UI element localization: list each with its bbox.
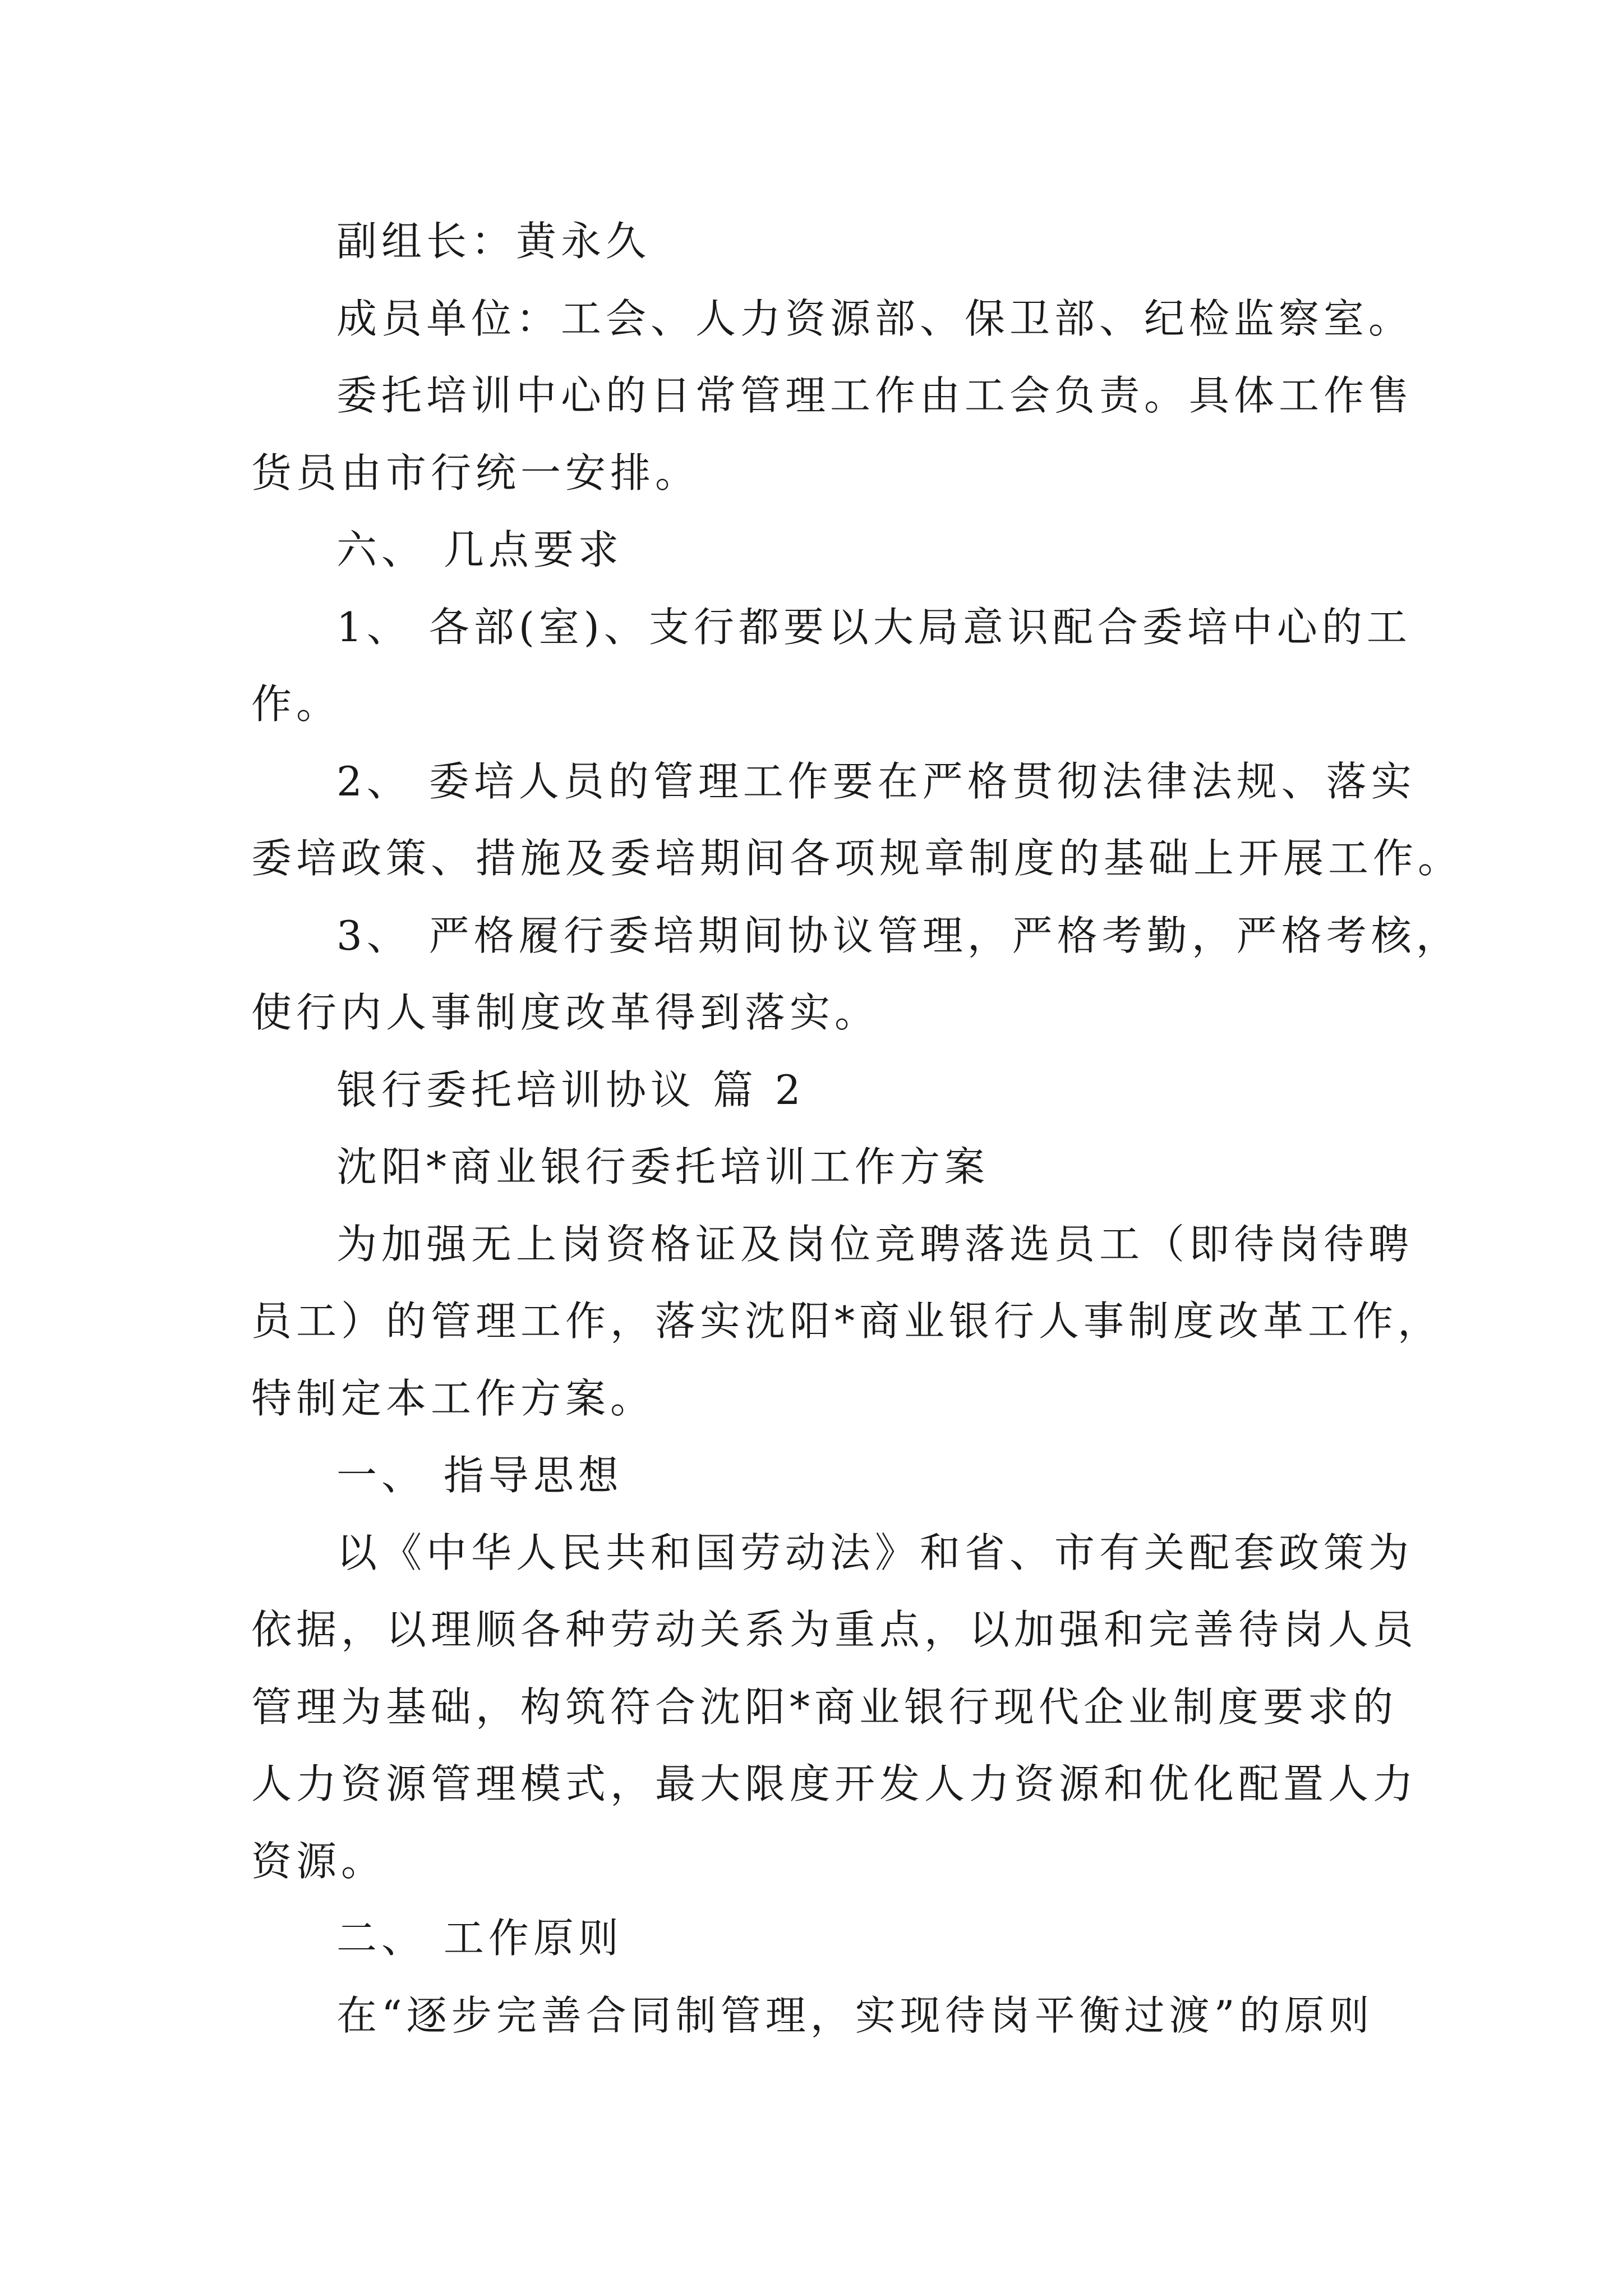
section-heading: 一、 指导思想	[336, 1452, 623, 1499]
text-line: 依据，以理顺各种劳动关系为重点，以加强和完善待岗人员	[251, 1606, 1418, 1653]
text-line: 3、 严格履行委培期间协议管理，严格考勤，严格考核，	[336, 912, 1461, 959]
document-title: 沈阳*商业银行委托培训工作方案	[336, 1143, 990, 1190]
text-line: 1、 各部(室)、支行都要以大局意识配合委培中心的工	[336, 604, 1412, 651]
text-line: 委培政策、措施及委培期间各项规章制度的基础上开展工作。	[251, 835, 1463, 882]
text-line: 以《中华人民共和国劳动法》和省、市有关配套政策为	[336, 1529, 1414, 1576]
text-line: 货员由市行统一安排。	[251, 449, 700, 496]
text-line: 副组长：黄永久	[336, 218, 651, 265]
section-heading: 六、 几点要求	[336, 526, 623, 573]
text-line: 委托培训中心的日常管理工作由工会负责。具体工作售	[336, 372, 1414, 419]
text-line: 人力资源管理模式，最大限度开发人力资源和优化配置人力	[251, 1760, 1418, 1807]
text-line: 员工）的管理工作，落实沈阳*商业银行人事制度改革工作，	[251, 1297, 1443, 1345]
text-line: 资源。	[251, 1838, 386, 1885]
text-line: 作。	[251, 680, 342, 728]
text-line: 2、 委培人员的管理工作要在严格贯彻法律法规、落实	[336, 758, 1416, 805]
text-line: 管理为基础，构筑符合沈阳*商业银行现代企业制度要求的	[251, 1683, 1398, 1731]
text-line: 为加强无上岗资格证及岗位竞聘落选员工（即待岗待聘	[336, 1221, 1414, 1268]
text-line: 特制定本工作方案。	[251, 1375, 656, 1422]
text-line: 在“逐步完善合同制管理，实现待岗平衡过渡”的原则	[336, 1992, 1374, 2039]
text-line: 成员单位：工会、人力资源部、保卫部、纪检监察室。	[336, 295, 1414, 342]
text-line: 使行内人事制度改革得到落实。	[251, 989, 880, 1036]
section-heading: 二、 工作原则	[336, 1915, 623, 1962]
section-heading: 银行委托培训协议 篇 2	[336, 1066, 805, 1114]
